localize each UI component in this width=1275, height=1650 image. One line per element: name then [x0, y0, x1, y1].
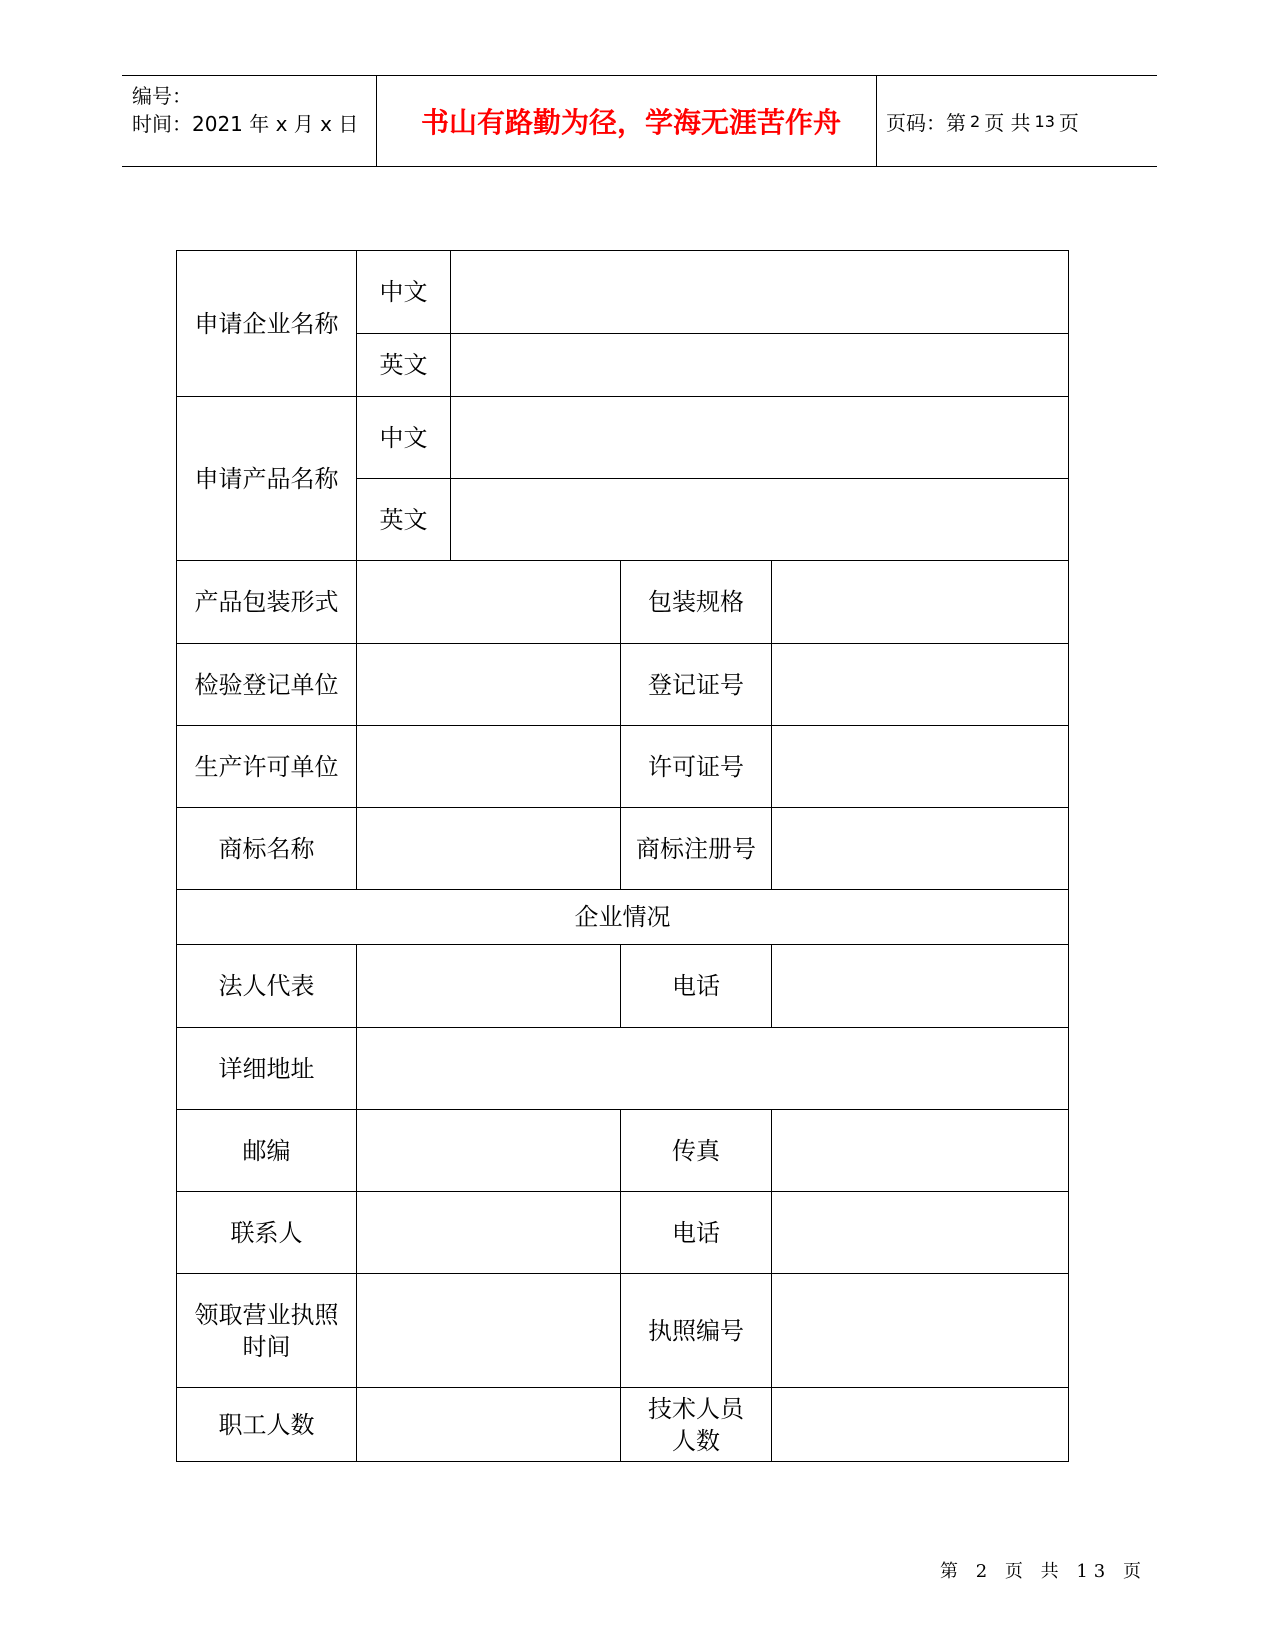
permit-no-label: 许可证号: [621, 726, 772, 808]
license-time-label-line2: 时间: [242, 1332, 291, 1361]
header-divider-right: [876, 76, 877, 166]
table-row: [177, 1028, 1069, 1110]
packaging-form-field[interactable]: [357, 561, 621, 644]
address-label: 详细地址: [177, 1028, 357, 1110]
tech-staff-label-line1: 技术人员: [648, 1394, 744, 1423]
production-permit-unit-label: 生产许可单位: [177, 726, 357, 808]
header-page-code: [886, 76, 1079, 166]
page-header: [122, 75, 1157, 167]
contact-label: 联系人: [177, 1192, 357, 1274]
table-row: [177, 561, 1069, 644]
table-row: [177, 726, 1069, 808]
staff-count-field[interactable]: [357, 1388, 621, 1462]
table-row: [177, 945, 1069, 1028]
page-code-mid: 页 共: [984, 110, 1031, 135]
license-time-label: [177, 1274, 357, 1388]
packaging-spec-label: 包装规格: [621, 561, 772, 644]
table-row: [177, 1110, 1069, 1192]
table-row: [177, 890, 1069, 945]
english-label: 英文: [357, 479, 451, 561]
table-row: [177, 644, 1069, 726]
registration-no-field[interactable]: [772, 644, 1069, 726]
table-row: [177, 251, 1069, 334]
company-name-english-field[interactable]: [451, 334, 1069, 397]
product-name-english-field[interactable]: [451, 479, 1069, 561]
license-time-label-line1: 领取营业执照: [194, 1300, 339, 1329]
trademark-name-field[interactable]: [357, 808, 621, 890]
fax-label: 传真: [621, 1110, 772, 1192]
page-code-prefix: 页码：第: [886, 110, 966, 135]
table-row: [177, 397, 1069, 479]
header-divider-left: [376, 76, 377, 166]
company-situation-heading: 企业情况: [177, 890, 1069, 945]
trademark-reg-no-label: 商标注册号: [621, 808, 772, 890]
phone-field[interactable]: [772, 945, 1069, 1028]
production-permit-unit-field[interactable]: [357, 726, 621, 808]
inspection-unit-field[interactable]: [357, 644, 621, 726]
registration-no-label: 登记证号: [621, 644, 772, 726]
document-time-label: 时间：2021 年 x 月 x 日: [132, 112, 359, 136]
page-code-total: 13: [1034, 111, 1055, 131]
page-code-suffix: 页: [1058, 110, 1079, 135]
packaging-form-label: 产品包装形式: [177, 561, 357, 644]
table-row: [177, 808, 1069, 890]
header-motto: 书山有路勤为径，学海无涯苦作舟: [420, 106, 841, 139]
table-row: [177, 1388, 1069, 1462]
company-name-chinese-field[interactable]: [451, 251, 1069, 334]
product-name-chinese-field[interactable]: [451, 397, 1069, 479]
postcode-label: 邮编: [177, 1110, 357, 1192]
packaging-spec-field[interactable]: [772, 561, 1069, 644]
fax-field[interactable]: [772, 1110, 1069, 1192]
phone-label: 电话: [621, 945, 772, 1028]
trademark-reg-no-field[interactable]: [772, 808, 1069, 890]
address-field[interactable]: [357, 1028, 1069, 1110]
license-no-field[interactable]: [772, 1274, 1069, 1388]
inspection-unit-label: 检验登记单位: [177, 644, 357, 726]
english-label: 英文: [357, 334, 451, 397]
table-row: [177, 1192, 1069, 1274]
tech-staff-label: [621, 1388, 772, 1462]
chinese-label: 中文: [357, 397, 451, 479]
trademark-name-label: 商标名称: [177, 808, 357, 890]
application-form-table: [176, 250, 1069, 1462]
legal-rep-field[interactable]: [357, 945, 621, 1028]
page-footer: 第 2 页 共 13 页: [940, 1561, 1147, 1582]
tech-staff-count-field[interactable]: [772, 1388, 1069, 1462]
contact-phone-label: 电话: [621, 1192, 772, 1274]
tech-staff-label-line2: 人数: [672, 1426, 720, 1455]
contact-phone-field[interactable]: [772, 1192, 1069, 1274]
postcode-field[interactable]: [357, 1110, 621, 1192]
page-code-current: 2: [970, 111, 981, 131]
contact-field[interactable]: [357, 1192, 621, 1274]
license-no-label: 执照编号: [621, 1274, 772, 1388]
permit-no-field[interactable]: [772, 726, 1069, 808]
legal-rep-label: 法人代表: [177, 945, 357, 1028]
staff-count-label: 职工人数: [177, 1388, 357, 1462]
document-number-label: 编号：: [132, 84, 192, 108]
company-name-label: 申请企业名称: [177, 251, 357, 397]
license-time-field[interactable]: [357, 1274, 621, 1388]
chinese-label: 中文: [357, 251, 451, 334]
header-meta: [132, 76, 384, 166]
product-name-label: 申请产品名称: [177, 397, 357, 561]
table-row: [177, 1274, 1069, 1388]
